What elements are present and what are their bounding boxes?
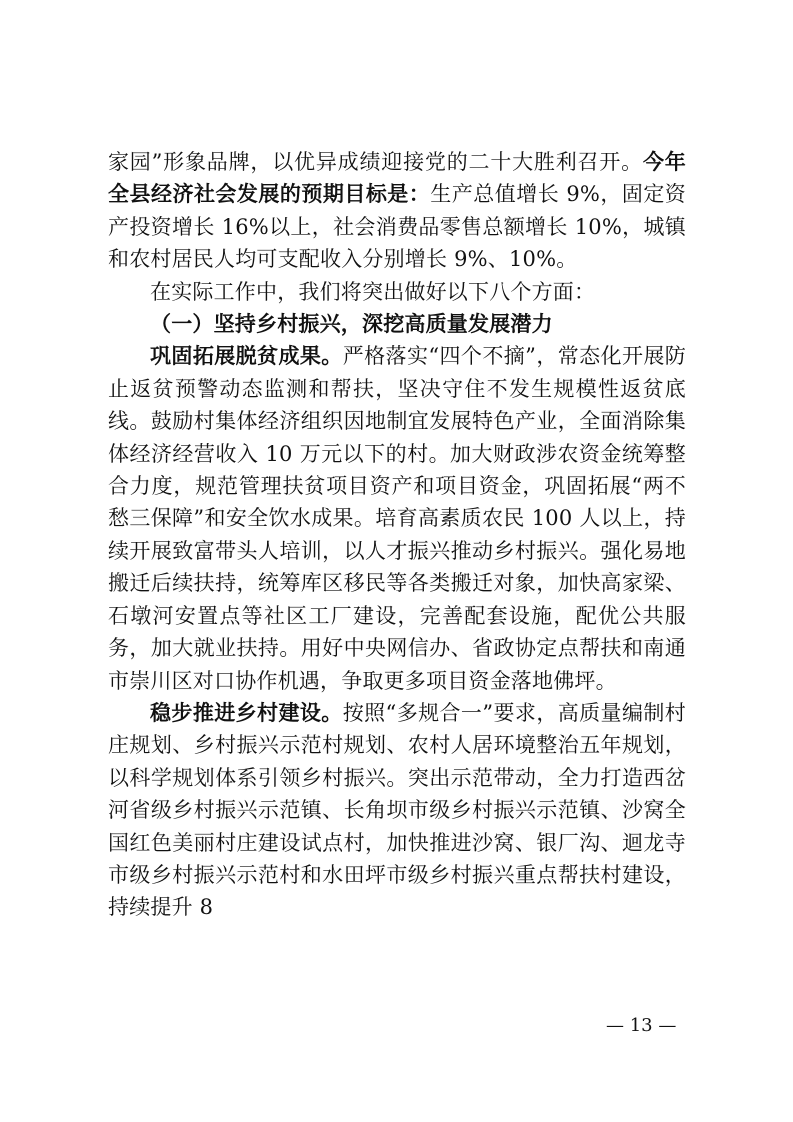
paragraph-targets-intro: 家园”形象品牌，以优异成绩迎接党的二十大胜利召开。 [108, 150, 643, 174]
section-heading-text: （一）坚持乡村振兴，深挖高质量发展潜力 [150, 312, 553, 337]
document-body [108, 146, 686, 924]
page-number: — 13 — [606, 1015, 677, 1036]
paragraph-rural-construction [108, 697, 686, 924]
poverty-heading: 巩固拓展脱贫成果。 [150, 344, 343, 369]
section-heading [108, 308, 686, 340]
rural-construction-text: 按照“多规合一”要求，高质量编制村庄规划、乡村振兴示范村规划、农村人居环境整治五年规划，以科学规划体系引领乡村振兴。突出示范带动，全力打造西岔河省级乡村振兴示范镇、长角坝市级乡村振兴示范镇、沙窝全国红色美丽村庄建设试点村，加快推进沙窝、银厂沟、迴龙寺市级乡村振兴示范村和水田坪市级乡村振兴重点帮扶村建设，持续提升 8 [108, 700, 686, 920]
eight-aspects-text: 在实际工作中，我们将突出做好以下八个方面： [150, 279, 596, 304]
paragraph-eight-aspects [108, 276, 686, 308]
rural-construction-heading: 稳步推进乡村建设。 [150, 700, 343, 725]
paragraph-targets [108, 146, 686, 276]
targets-text: 生产总值增长 9%，固定资产投资增长 16%以上，社会消费品零售总额增长 10%，城镇和农村居民人均可支配收入分别增长 9%、10%。 [108, 182, 687, 272]
poverty-text: 严格落实“四个不摘”，常态化开展防止返贫预警动态监测和帮扶，坚决守住不发生规模性返贫底线。鼓励村集体经济组织因地制宜发展特色产业，全面消除集体经济经营收入 10 万元以下的村。加大财政涉农资金统筹整合力度，规范管理扶贫项目资产和项目资金，巩固拓展“两不愁三保障”和安全饮水成果。培育高素质农民 100 人以上，持续开展致富带头人培训，以人才振兴推动乡村振兴。强化易地搬迁后续扶持，统筹库区移民等各类搬迁对象，加快高家梁、石墩河安置点等社区工厂建设，完善配套设施，配优公共服务，加大就业扶持。用好中央网信办、省政协定点帮扶和南通市崇川区对口协作机遇，争取更多项目资金落地佛坪。 [108, 344, 686, 693]
paragraph-poverty [108, 340, 686, 696]
targets-heading: 今年全县经济社会发展的预期目标是： [108, 150, 686, 207]
